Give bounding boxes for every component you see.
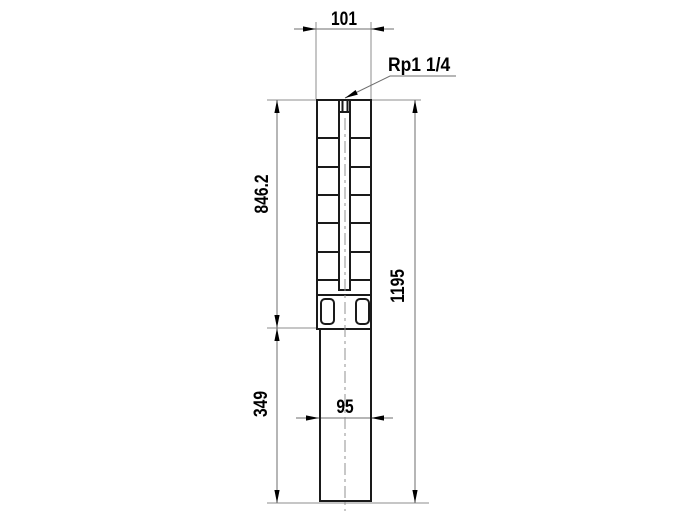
arrowhead-1195-down: [412, 490, 417, 503]
pump-stage-lines: [317, 138, 371, 295]
arrowhead-846-up: [274, 100, 279, 113]
leader-line-connection: [345, 76, 456, 98]
inlet-slot-right: [356, 299, 369, 324]
dim-label-pump-length: 846.2: [250, 174, 273, 214]
arrowhead-349-down: [274, 490, 279, 503]
dim-label-width-bottom: 95: [336, 395, 354, 418]
arrowhead-846-down: [274, 315, 279, 328]
arrowhead-1195-up: [412, 100, 417, 113]
arrowhead-leader: [345, 90, 358, 98]
arrowhead-95-right: [371, 415, 384, 420]
dim-label-motor-length: 349: [249, 391, 272, 417]
arrowhead-101-right: [371, 26, 384, 31]
dim-label-width-top: 101: [331, 7, 357, 30]
inlet-slot-left: [321, 299, 334, 324]
pump-outline: [317, 100, 371, 501]
arrowhead-95-left: [306, 415, 319, 420]
arrowhead-101-left: [303, 26, 316, 31]
extension-lines: [267, 22, 429, 503]
dim-label-connection: Rp1 1/4: [388, 53, 451, 76]
arrowhead-349-up: [274, 328, 279, 341]
dim-label-total-length: 1195: [386, 269, 409, 303]
